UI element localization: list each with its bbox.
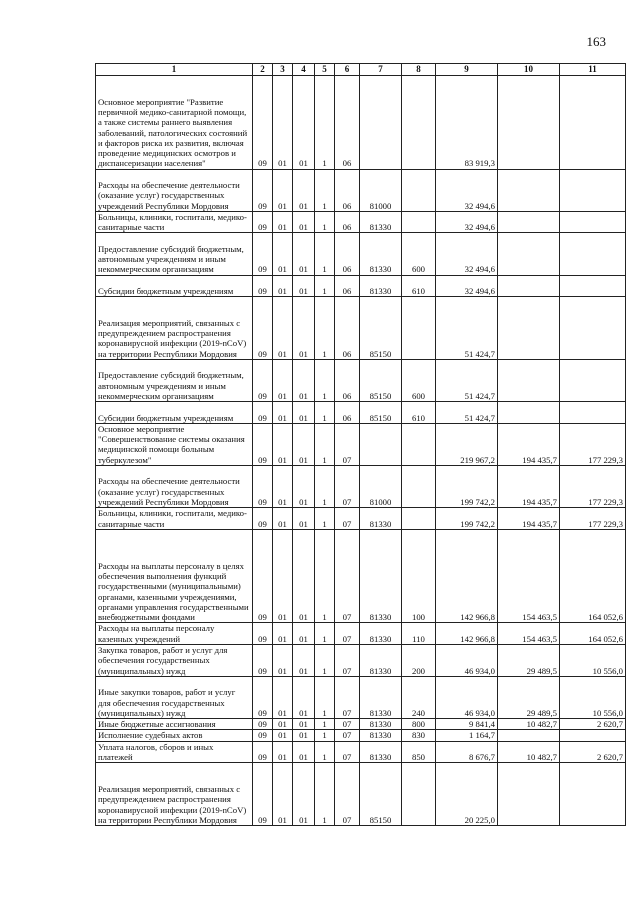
cell-c5: 1: [315, 402, 335, 424]
cell-c7: 81330: [360, 645, 402, 677]
cell-c5: 1: [315, 275, 335, 297]
cell-c8: 850: [402, 741, 436, 763]
cell-v10: [498, 297, 560, 360]
cell-v10: [498, 275, 560, 297]
cell-c2: 09: [253, 423, 273, 465]
cell-v11: 2 620,7: [560, 719, 626, 730]
cell-c2: 09: [253, 623, 273, 645]
cell-c7: 85150: [360, 763, 402, 826]
cell-c5: 1: [315, 169, 335, 211]
cell-v10: 10 482,7: [498, 741, 560, 763]
cell-c5: 1: [315, 423, 335, 465]
cell-c3: 01: [273, 466, 293, 508]
cell-c4: 01: [293, 423, 315, 465]
table-row: [96, 730, 626, 741]
page-number: 163: [586, 34, 606, 49]
table-body: [96, 76, 626, 826]
cell-c5: 1: [315, 508, 335, 530]
row-name: Расходы на выплаты персоналу в целях обеспечения выполнения функций государственными (муниципальными) органами, казенными учреждениями, органами управления государственными внебюджетными фондами: [96, 529, 253, 623]
cell-v10: [498, 402, 560, 424]
table-row: [96, 402, 626, 424]
cell-c7: 85150: [360, 360, 402, 402]
row-name: Больницы, клиники, госпитали, медико-санитарные части: [96, 211, 253, 233]
cell-c3: 01: [273, 423, 293, 465]
cell-v11: [560, 169, 626, 211]
cell-v10: 29 489,5: [498, 645, 560, 677]
table-row: [96, 741, 626, 763]
cell-c4: 01: [293, 275, 315, 297]
table-row: [96, 360, 626, 402]
cell-v9: 51 424,7: [436, 402, 498, 424]
cell-v9: 219 967,2: [436, 423, 498, 465]
cell-c7: 81330: [360, 741, 402, 763]
cell-v10: 194 435,7: [498, 466, 560, 508]
cell-c3: 01: [273, 623, 293, 645]
cell-c5: 1: [315, 297, 335, 360]
cell-c5: 1: [315, 623, 335, 645]
table-row: [96, 297, 626, 360]
cell-c5: 1: [315, 645, 335, 677]
cell-c4: 01: [293, 508, 315, 530]
cell-c8: 610: [402, 402, 436, 424]
cell-c5: 1: [315, 730, 335, 741]
cell-c4: 01: [293, 529, 315, 623]
cell-c8: [402, 297, 436, 360]
cell-v11: [560, 763, 626, 826]
cell-c2: 09: [253, 730, 273, 741]
cell-v11: 10 556,0: [560, 676, 626, 718]
table-row: [96, 423, 626, 465]
row-name: Расходы на обеспечение деятельности (оказание услуг) государственных учреждений Республики Мордовия: [96, 466, 253, 508]
cell-v9: 1 164,7: [436, 730, 498, 741]
column-header-8: 8: [402, 64, 436, 76]
cell-c8: 240: [402, 676, 436, 718]
cell-v9: 32 494,6: [436, 233, 498, 275]
cell-c5: 1: [315, 211, 335, 233]
cell-c3: 01: [273, 169, 293, 211]
cell-c4: 01: [293, 297, 315, 360]
cell-c4: 01: [293, 211, 315, 233]
table-row: [96, 719, 626, 730]
row-name: Субсидии бюджетным учреждениям: [96, 402, 253, 424]
cell-c4: 01: [293, 623, 315, 645]
cell-c4: 01: [293, 645, 315, 677]
cell-c2: 09: [253, 676, 273, 718]
cell-c4: 01: [293, 730, 315, 741]
cell-c6: 07: [335, 423, 360, 465]
cell-v9: 199 742,2: [436, 466, 498, 508]
cell-c6: 07: [335, 730, 360, 741]
cell-c6: 07: [335, 466, 360, 508]
cell-v10: 194 435,7: [498, 508, 560, 530]
cell-c6: 06: [335, 360, 360, 402]
cell-v9: 51 424,7: [436, 297, 498, 360]
cell-c2: 09: [253, 645, 273, 677]
cell-c7: 85150: [360, 402, 402, 424]
cell-c6: 07: [335, 529, 360, 623]
table-row: [96, 676, 626, 718]
cell-c7: [360, 76, 402, 170]
cell-v9: 83 919,3: [436, 76, 498, 170]
column-header-11: 11: [560, 64, 626, 76]
cell-c7: 81330: [360, 211, 402, 233]
cell-c8: 110: [402, 623, 436, 645]
row-name: Закупка товаров, работ и услуг для обеспечения государственных (муниципальных) нужд: [96, 645, 253, 677]
cell-c3: 01: [273, 211, 293, 233]
cell-c3: 01: [273, 719, 293, 730]
cell-c7: 81330: [360, 233, 402, 275]
header-row: [96, 64, 626, 76]
column-header-9: 9: [436, 64, 498, 76]
cell-c6: 06: [335, 275, 360, 297]
table-row: [96, 763, 626, 826]
table-row: [96, 211, 626, 233]
cell-v11: [560, 402, 626, 424]
cell-v10: [498, 169, 560, 211]
cell-c7: 81000: [360, 466, 402, 508]
row-name: Исполнение судебных актов: [96, 730, 253, 741]
cell-c2: 09: [253, 360, 273, 402]
cell-v9: 20 225,0: [436, 763, 498, 826]
column-header-3: 3: [273, 64, 293, 76]
cell-v11: 2 620,7: [560, 741, 626, 763]
table-row: [96, 76, 626, 170]
cell-c2: 09: [253, 169, 273, 211]
cell-c3: 01: [273, 763, 293, 826]
cell-c4: 01: [293, 233, 315, 275]
cell-c2: 09: [253, 719, 273, 730]
cell-c6: 07: [335, 763, 360, 826]
cell-c7: [360, 423, 402, 465]
cell-v10: [498, 76, 560, 170]
cell-v11: 10 556,0: [560, 645, 626, 677]
cell-c3: 01: [273, 741, 293, 763]
cell-c3: 01: [273, 508, 293, 530]
row-name: Расходы на обеспечение деятельности (оказание услуг) государственных учреждений Республики Мордовия: [96, 169, 253, 211]
cell-c3: 01: [273, 402, 293, 424]
cell-c7: 81330: [360, 730, 402, 741]
row-name: Предоставление субсидий бюджетным, автономным учреждениям и иным некоммерческим организациям: [96, 360, 253, 402]
cell-c3: 01: [273, 730, 293, 741]
cell-c8: 100: [402, 529, 436, 623]
cell-v11: [560, 211, 626, 233]
column-header-7: 7: [360, 64, 402, 76]
cell-v11: 177 229,3: [560, 466, 626, 508]
cell-c5: 1: [315, 233, 335, 275]
cell-v9: 142 966,8: [436, 529, 498, 623]
row-name: Уплата налогов, сборов и иных платежей: [96, 741, 253, 763]
cell-c4: 01: [293, 763, 315, 826]
cell-c2: 09: [253, 275, 273, 297]
row-name: Основное мероприятие "Совершенствование системы оказания медицинской помощи больным туберкулезом": [96, 423, 253, 465]
cell-c4: 01: [293, 676, 315, 718]
cell-c4: 01: [293, 719, 315, 730]
cell-c8: [402, 211, 436, 233]
cell-c7: 81330: [360, 676, 402, 718]
cell-c4: 01: [293, 76, 315, 170]
cell-v10: 154 463,5: [498, 623, 560, 645]
cell-c6: 07: [335, 719, 360, 730]
cell-c7: 81330: [360, 623, 402, 645]
table-row: [96, 645, 626, 677]
cell-c2: 09: [253, 466, 273, 508]
cell-c7: 81330: [360, 529, 402, 623]
cell-v9: 142 966,8: [436, 623, 498, 645]
cell-c4: 01: [293, 741, 315, 763]
cell-v10: 29 489,5: [498, 676, 560, 718]
cell-c6: 07: [335, 508, 360, 530]
cell-c2: 09: [253, 297, 273, 360]
cell-c6: 07: [335, 645, 360, 677]
table-row: [96, 169, 626, 211]
row-name: Больницы, клиники, госпитали, медико-санитарные части: [96, 508, 253, 530]
cell-c5: 1: [315, 676, 335, 718]
cell-v9: 51 424,7: [436, 360, 498, 402]
cell-c4: 01: [293, 169, 315, 211]
table-row: [96, 508, 626, 530]
cell-v10: 194 435,7: [498, 423, 560, 465]
cell-c8: [402, 76, 436, 170]
cell-c6: 06: [335, 76, 360, 170]
cell-c7: 81330: [360, 508, 402, 530]
cell-c2: 09: [253, 233, 273, 275]
cell-c8: [402, 466, 436, 508]
cell-v10: [498, 763, 560, 826]
cell-v11: [560, 297, 626, 360]
cell-c2: 09: [253, 529, 273, 623]
cell-c2: 09: [253, 211, 273, 233]
cell-c4: 01: [293, 466, 315, 508]
table-row: [96, 275, 626, 297]
cell-c8: 600: [402, 360, 436, 402]
row-name: Субсидии бюджетным учреждениям: [96, 275, 253, 297]
cell-c2: 09: [253, 76, 273, 170]
cell-v9: 46 934,0: [436, 645, 498, 677]
cell-c6: 07: [335, 741, 360, 763]
cell-v11: [560, 233, 626, 275]
table-row: [96, 623, 626, 645]
cell-v11: [560, 76, 626, 170]
cell-v10: [498, 211, 560, 233]
column-header-5: 5: [315, 64, 335, 76]
cell-c2: 09: [253, 402, 273, 424]
cell-c8: 610: [402, 275, 436, 297]
column-header-6: 6: [335, 64, 360, 76]
cell-c3: 01: [273, 76, 293, 170]
cell-c8: [402, 423, 436, 465]
cell-c3: 01: [273, 275, 293, 297]
column-header-1: 1: [96, 64, 253, 76]
cell-v11: [560, 730, 626, 741]
cell-c6: 06: [335, 211, 360, 233]
cell-c7: 81330: [360, 719, 402, 730]
cell-c4: 01: [293, 402, 315, 424]
cell-c8: [402, 763, 436, 826]
cell-v10: [498, 360, 560, 402]
cell-c6: 06: [335, 402, 360, 424]
row-name: Реализация мероприятий, связанных с предупреждением распространения коронавирусной инфекции (2019-nCoV) на территории Республики Мордовия: [96, 763, 253, 826]
cell-c2: 09: [253, 508, 273, 530]
cell-c3: 01: [273, 645, 293, 677]
cell-c2: 09: [253, 763, 273, 826]
cell-c5: 1: [315, 741, 335, 763]
cell-v9: 9 841,4: [436, 719, 498, 730]
cell-v9: 32 494,6: [436, 169, 498, 211]
cell-v10: 154 463,5: [498, 529, 560, 623]
row-name: Иные бюджетные ассигнования: [96, 719, 253, 730]
table-row: [96, 529, 626, 623]
cell-v10: [498, 233, 560, 275]
cell-v11: 177 229,3: [560, 423, 626, 465]
cell-c8: 200: [402, 645, 436, 677]
cell-c4: 01: [293, 360, 315, 402]
cell-v9: 46 934,0: [436, 676, 498, 718]
cell-c5: 1: [315, 360, 335, 402]
cell-c5: 1: [315, 466, 335, 508]
cell-c8: [402, 508, 436, 530]
cell-c6: 06: [335, 297, 360, 360]
cell-c3: 01: [273, 233, 293, 275]
cell-c8: 600: [402, 233, 436, 275]
table-row: [96, 466, 626, 508]
cell-c3: 01: [273, 529, 293, 623]
column-header-10: 10: [498, 64, 560, 76]
cell-c5: 1: [315, 763, 335, 826]
cell-v11: 164 052,6: [560, 529, 626, 623]
cell-c5: 1: [315, 76, 335, 170]
cell-c7: 85150: [360, 297, 402, 360]
cell-v10: 10 482,7: [498, 719, 560, 730]
cell-c6: 07: [335, 623, 360, 645]
row-name: Иные закупки товаров, работ и услуг для обеспечения государственных (муниципальных) нужд: [96, 676, 253, 718]
row-name: Расходы на выплаты персоналу казенных учреждений: [96, 623, 253, 645]
cell-c3: 01: [273, 297, 293, 360]
cell-c7: 81330: [360, 275, 402, 297]
cell-c6: 06: [335, 233, 360, 275]
cell-v11: [560, 360, 626, 402]
cell-c3: 01: [273, 676, 293, 718]
cell-v11: 164 052,6: [560, 623, 626, 645]
cell-c6: 06: [335, 169, 360, 211]
cell-c3: 01: [273, 360, 293, 402]
cell-v10: [498, 730, 560, 741]
cell-v9: 32 494,6: [436, 275, 498, 297]
cell-c5: 1: [315, 529, 335, 623]
row-name: Основное мероприятие "Развитие первичной медико-санитарной помощи, а также системы раннего выявления заболеваний, патологических состояний и факторов риска их развития, включая проведение медицинских осмотров и диспансеризации населения": [96, 76, 253, 170]
cell-c8: 800: [402, 719, 436, 730]
table-row: [96, 233, 626, 275]
budget-table: [95, 63, 626, 826]
row-name: Реализация мероприятий, связанных с предупреждением распространения коронавирусной инфекции (2019-nCoV) на территории Республики Мордовия: [96, 297, 253, 360]
cell-v11: 177 229,3: [560, 508, 626, 530]
row-name: Предоставление субсидий бюджетным, автономным учреждениям и иным некоммерческим организациям: [96, 233, 253, 275]
cell-c8: [402, 169, 436, 211]
cell-v9: 199 742,2: [436, 508, 498, 530]
cell-v11: [560, 275, 626, 297]
cell-c8: 830: [402, 730, 436, 741]
cell-c5: 1: [315, 719, 335, 730]
column-header-4: 4: [293, 64, 315, 76]
column-header-2: 2: [253, 64, 273, 76]
cell-c7: 81000: [360, 169, 402, 211]
cell-v9: 8 676,7: [436, 741, 498, 763]
cell-v9: 32 494,6: [436, 211, 498, 233]
cell-c2: 09: [253, 741, 273, 763]
cell-c6: 07: [335, 676, 360, 718]
